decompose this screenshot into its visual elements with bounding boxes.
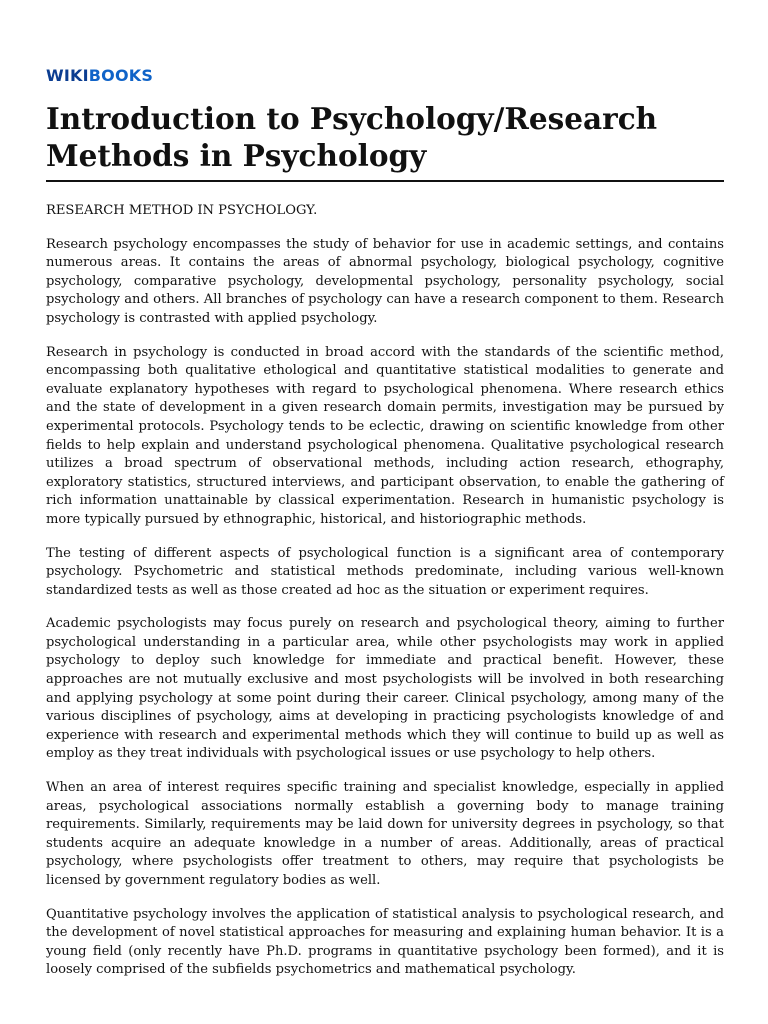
article-body [46,202,724,995]
wikibooks-logo[interactable] [46,66,153,86]
title-divider [46,180,724,182]
paragraph-5: When an area of interest requires specific training and specialist knowledge, especially in applied areas, psychological associations normally establish a governing body to manage training requirements. Similarly, requirements may be laid down for university degrees in psychology, so that students acquire an adequate knowledge in a number of areas. Additionally, areas of practical psychology, where psychologists offer treatment to others, may require that psychologists be licensed by government regulatory bodies as well. [46,780,724,888]
logo-part-wiki: WIKI [46,66,89,85]
section-heading: RESEARCH METHOD IN PSYCHOLOGY. [46,203,318,218]
paragraph-1: Research psychology encompasses the study of behavior for use in academic settings, and contains numerous areas. It contains the areas of abnormal psychology, biological psychology, cognitive psychology, comparative psychology, developmental psychology, personality psychology, social psychology and others. All branches of psychology can have a research component to them. Research psychology is contrasted with applied psychology. [46,236,724,326]
page-title: Introduction to Psychology/Research Methods in Psychology [46,101,658,173]
paragraph-3: The testing of different aspects of psychological function is a significant area of contemporary psychology. Psychometric and statistical methods predominate, including various well-known standardized tests as well as those created ad hoc as the situation or experiment requires. [46,545,724,598]
paragraph-2: Research in psychology is conducted in broad accord with the standards of the scientific method, encompassing both qualitative ethological and quantitative statistical modalities to generate and evaluate explanatory hypotheses with regard to psychological phenomena. Where research ethics and the state of development in a given research domain permits, investigation may be pursued by experimental protocols. Psychology tends to be eclectic, drawing on scientific knowledge from other fields to help explain and understand psychological phenomena. Qualitative psychological research utilizes a broad spectrum of observational methods, including action research, ethography, exploratory statistics, structured interviews, and participant observation, to enable the gathering of rich information unattainable by classical experimentation. Research in humanistic psychology is more typically pursued by ethnographic, historical, and historiographic methods. [46,344,724,527]
paragraph-6: Quantitative psychology involves the application of statistical analysis to psychological research, and the development of novel statistical approaches for measuring and explaining human behavior. It is a young field (only recently have Ph.D. programs in quantitative psychology been formed), and it is loosely comprised of the subfields psychometrics and mathematical psychology. [46,906,724,978]
logo-part-books: BOOKS [88,66,154,85]
paragraph-4: Academic psychologists may focus purely on research and psychological theory, aiming to further psychological understanding in a particular area, while other psychologists may work in applied psychology to deploy such knowledge for immediate and practical benefit. However, these approaches are not mutually exclusive and most psychologists will be involved in both researching and applying psychology at some point during their career. Clinical psychology, among many of the various disciplines of psychology, aims at developing in practicing psychologists knowledge of and experience with research and experimental methods which they will continue to build up as well as employ as they treat individuals with psychological issues or use psychology to help others. [46,616,724,762]
